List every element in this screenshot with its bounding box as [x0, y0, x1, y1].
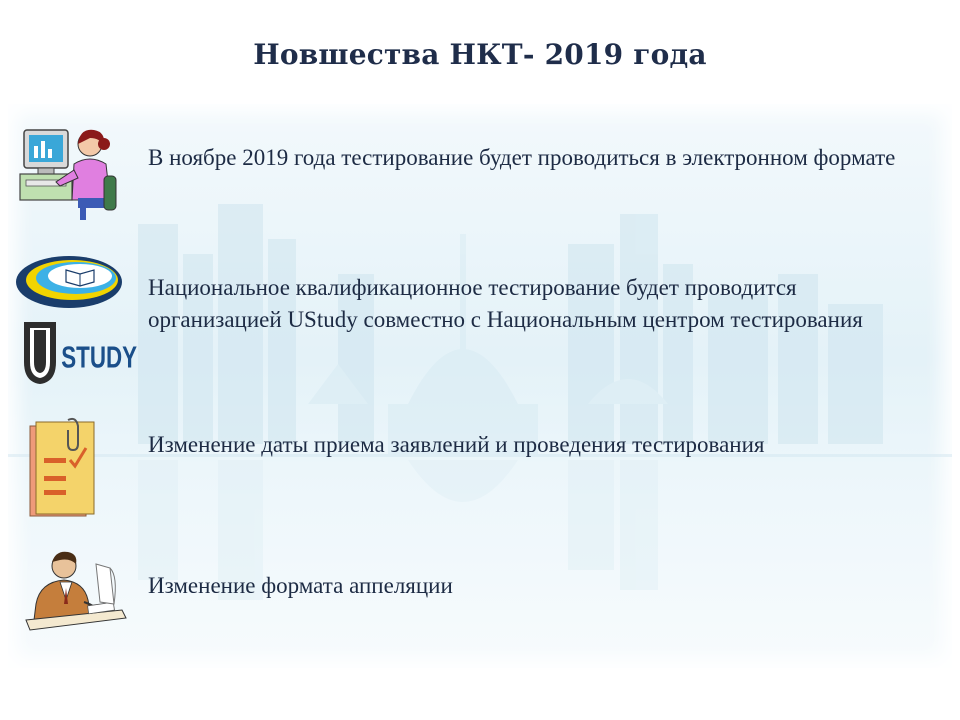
item-date-change: Изменение даты приема заявлений и проведения тестирования	[148, 432, 765, 457]
item-appeal-format: Изменение формата аппеляции	[148, 573, 453, 598]
item-ustudy-organization: Национальное квалификационное тестирование будет проводится организацией UStudy совместно с Национальным центром тестирования	[148, 275, 863, 332]
slide-title: Новшества НКТ- 2019 года	[253, 38, 707, 71]
ustudy-logo-text: STUDY	[61, 340, 138, 375]
computer-user-icon	[20, 124, 120, 222]
checklist-icon	[28, 418, 100, 522]
ustudy-logo	[20, 318, 138, 390]
item-electronic-format: В ноябре 2019 года тестирование будет проводиться в электронном формате	[148, 145, 896, 170]
person-writing-icon	[26, 544, 126, 642]
ncto-logo	[14, 252, 124, 312]
